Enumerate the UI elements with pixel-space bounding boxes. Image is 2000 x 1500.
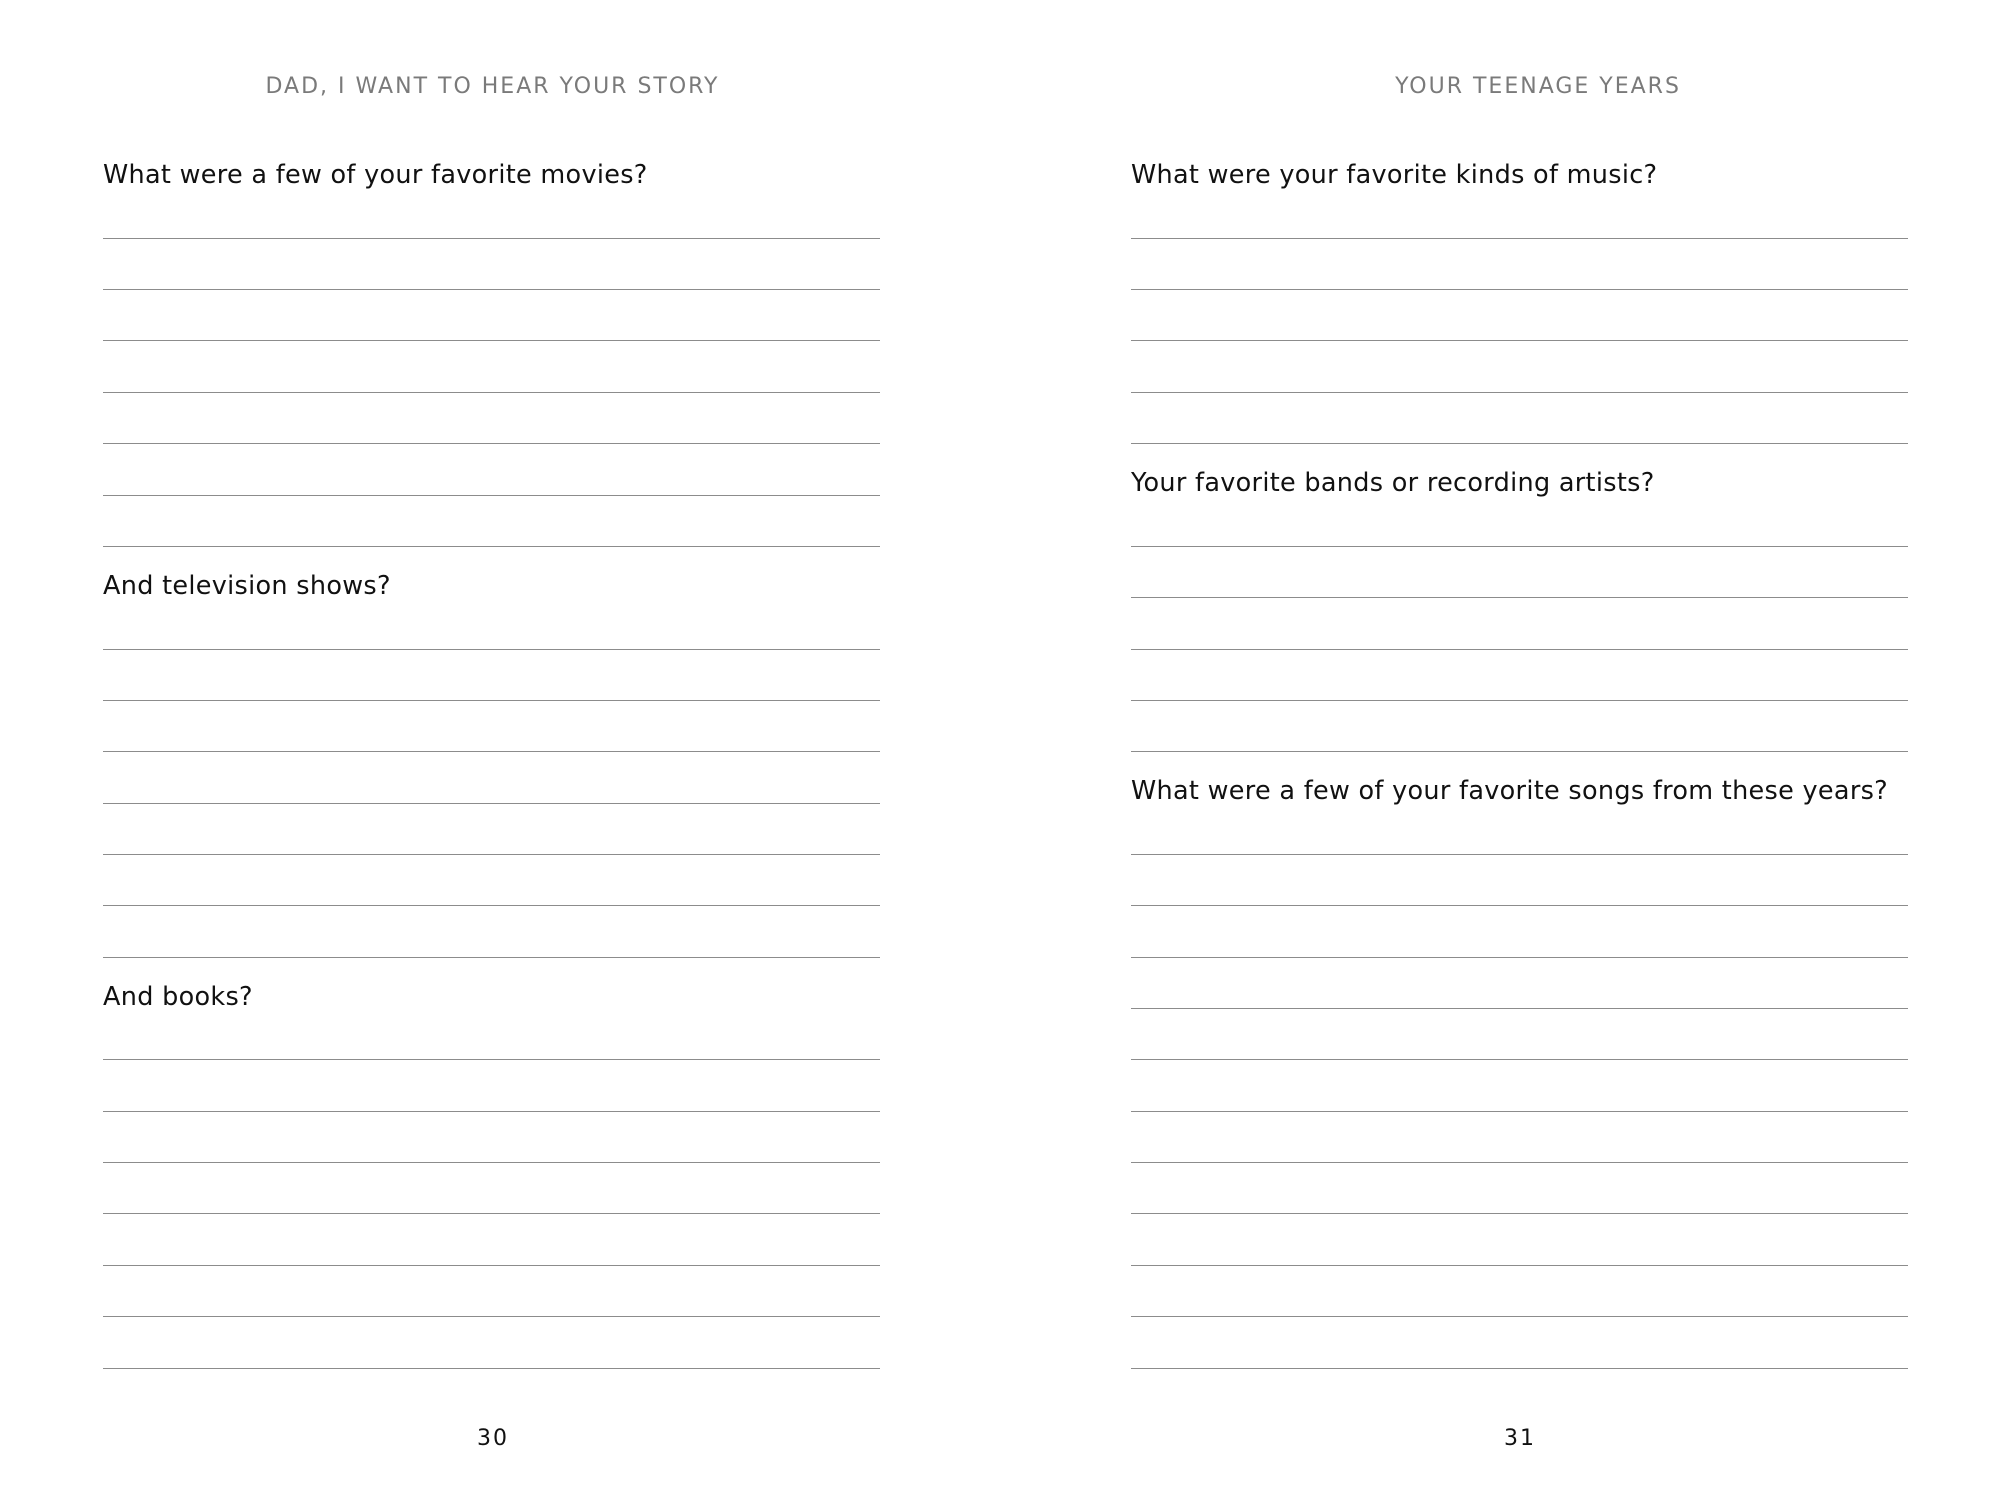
answer-line[interactable] [103,443,880,444]
answer-line[interactable] [103,649,880,650]
answer-line[interactable] [1131,854,1908,855]
answer-line[interactable] [103,751,880,752]
answer-line[interactable] [103,1265,880,1266]
answer-line[interactable] [1131,1059,1908,1060]
question-books: And books? [103,982,253,1012]
answer-line[interactable] [1131,340,1908,341]
answer-line[interactable] [1131,443,1908,444]
answer-line[interactable] [1131,957,1908,958]
answer-line[interactable] [103,1162,880,1163]
answer-line[interactable] [103,854,880,855]
question-music-kinds: What were your favorite kinds of music? [1131,160,1658,190]
answer-line[interactable] [1131,649,1908,650]
answer-line[interactable] [1131,546,1908,547]
answer-line[interactable] [103,1316,880,1317]
answer-line[interactable] [103,1059,880,1060]
answer-line[interactable] [103,238,880,239]
answer-line[interactable] [103,1368,880,1369]
answer-line[interactable] [1131,1265,1908,1266]
right-page [1000,0,2000,1500]
answer-line[interactable] [1131,1008,1908,1009]
question-bands: Your favorite bands or recording artists? [1131,468,1655,498]
answer-line[interactable] [103,495,880,496]
running-head: DAD, I WANT TO HEAR YOUR STORY [265,74,720,99]
answer-line[interactable] [103,392,880,393]
answer-line[interactable] [1131,1213,1908,1214]
answer-line[interactable] [103,803,880,804]
answer-line[interactable] [1131,1368,1908,1369]
answer-line[interactable] [103,905,880,906]
answer-line[interactable] [1131,905,1908,906]
answer-line[interactable] [1131,238,1908,239]
page-number: 30 [477,1426,509,1451]
answer-line[interactable] [1131,1162,1908,1163]
answer-line[interactable] [103,289,880,290]
answer-line[interactable] [1131,751,1908,752]
page-number: 31 [1504,1426,1536,1451]
answer-line[interactable] [1131,1111,1908,1112]
answer-line[interactable] [103,546,880,547]
answer-line[interactable] [103,700,880,701]
running-head: YOUR TEENAGE YEARS [1395,74,1681,99]
answer-line[interactable] [1131,700,1908,701]
question-songs: What were a few of your favorite songs from these years? [1131,776,1889,806]
question-television: And television shows? [103,571,391,601]
answer-line[interactable] [103,1213,880,1214]
answer-line[interactable] [1131,392,1908,393]
answer-line[interactable] [103,1111,880,1112]
answer-line[interactable] [1131,289,1908,290]
question-movies: What were a few of your favorite movies? [103,160,648,190]
answer-line[interactable] [103,340,880,341]
answer-line[interactable] [1131,1316,1908,1317]
answer-line[interactable] [103,957,880,958]
answer-line[interactable] [1131,597,1908,598]
